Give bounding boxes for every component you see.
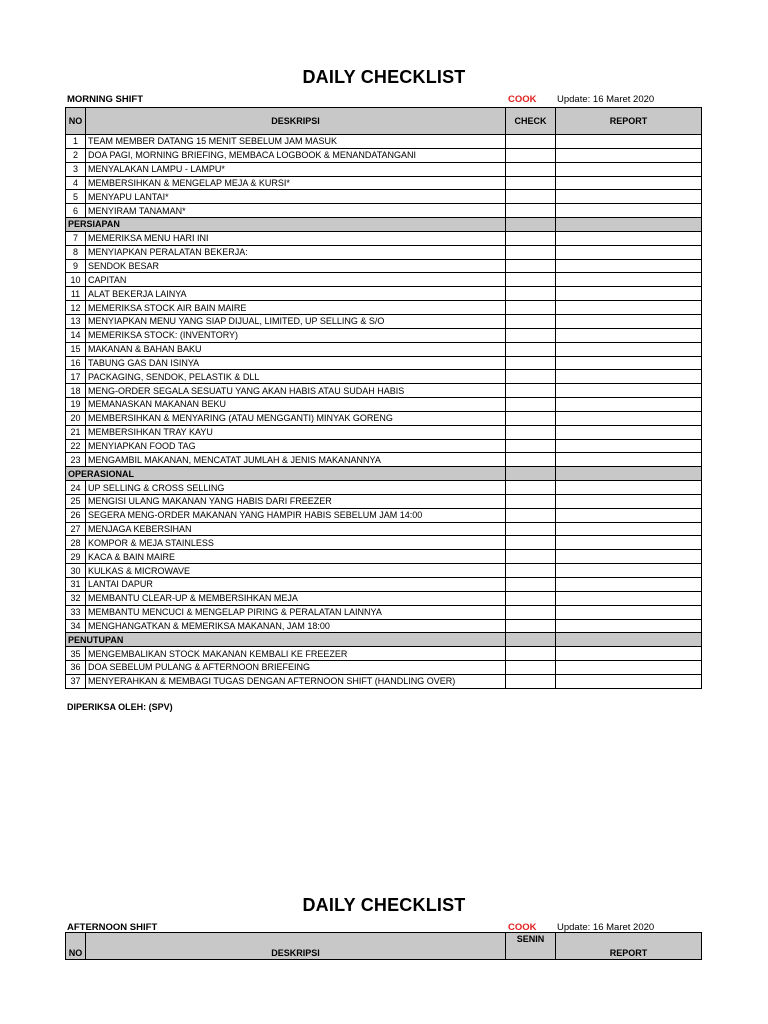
table-row: [66, 273, 702, 287]
table-clip: [65, 932, 701, 958]
item-description: MEMBERSIHKAN & MENYARING (ATAU MENGGANTI) MINYAK GORENG: [86, 411, 506, 425]
section-check-cell: [506, 467, 556, 481]
check-cell[interactable]: [506, 162, 556, 176]
item-number: 4: [66, 176, 86, 190]
check-cell[interactable]: [506, 661, 556, 675]
report-cell[interactable]: [556, 384, 702, 398]
check-cell[interactable]: [506, 619, 556, 633]
table-row: [66, 176, 702, 190]
table-row: [66, 301, 702, 315]
section-title: OPERASIONAL: [66, 467, 506, 481]
check-cell[interactable]: [506, 591, 556, 605]
check-cell[interactable]: [506, 398, 556, 412]
check-cell[interactable]: [506, 522, 556, 536]
item-number: 28: [66, 536, 86, 550]
report-cell[interactable]: [556, 439, 702, 453]
section-check-cell: [506, 218, 556, 232]
check-cell[interactable]: [506, 481, 556, 495]
item-description: MENYIAPKAN FOOD TAG: [86, 439, 506, 453]
table-row: [66, 135, 702, 149]
item-number: 34: [66, 619, 86, 633]
report-cell[interactable]: [556, 301, 702, 315]
item-number: 9: [66, 259, 86, 273]
check-cell[interactable]: [506, 605, 556, 619]
check-cell[interactable]: [506, 135, 556, 149]
item-number: 37: [66, 674, 86, 688]
report-cell[interactable]: [556, 176, 702, 190]
table-row: [66, 661, 702, 675]
header-report: REPORT: [556, 933, 702, 960]
table-row: [66, 259, 702, 273]
report-cell[interactable]: [556, 619, 702, 633]
table-row: [66, 591, 702, 605]
table-row: [66, 550, 702, 564]
item-description: MENGISI ULANG MAKANAN YANG HABIS DARI FREEZER: [86, 494, 506, 508]
role-label: COOK: [508, 94, 537, 105]
table-row: [66, 328, 702, 342]
report-cell[interactable]: [556, 578, 702, 592]
table-row: [66, 245, 702, 259]
report-cell[interactable]: [556, 522, 702, 536]
check-cell[interactable]: [506, 273, 556, 287]
table-row: [66, 411, 702, 425]
item-number: 33: [66, 605, 86, 619]
item-description: MEMBANTU CLEAR-UP & MEMBERSIHKAN MEJA: [86, 591, 506, 605]
report-cell[interactable]: [556, 231, 702, 245]
check-cell[interactable]: [506, 356, 556, 370]
check-cell[interactable]: [506, 245, 556, 259]
item-description: DOA SEBELUM PULANG & AFTERNOON BRIEFEING: [86, 661, 506, 675]
table-row: [66, 287, 702, 301]
report-cell[interactable]: [556, 481, 702, 495]
header-day: SENIN: [506, 933, 556, 960]
item-number: 15: [66, 342, 86, 356]
report-cell[interactable]: [556, 162, 702, 176]
table-row: [66, 384, 702, 398]
item-number: 17: [66, 370, 86, 384]
item-number: 36: [66, 661, 86, 675]
table-row: [66, 190, 702, 204]
report-cell[interactable]: [556, 245, 702, 259]
item-description: MENGAMBIL MAKANAN, MENCATAT JUMLAH & JENIS MAKANANNYA: [86, 453, 506, 467]
sheet-title: DAILY CHECKLIST: [302, 895, 466, 915]
section-row: [66, 633, 702, 647]
item-description: MEMBERSIHKAN TRAY KAYU: [86, 425, 506, 439]
check-cell[interactable]: [506, 342, 556, 356]
check-cell[interactable]: [506, 287, 556, 301]
item-number: 21: [66, 425, 86, 439]
item-description: MENYERAHKAN & MEMBAGI TUGAS DENGAN AFTERNOON SHIFT (HANDLING OVER): [86, 674, 506, 688]
item-number: 22: [66, 439, 86, 453]
item-description: CAPITAN: [86, 273, 506, 287]
item-number: 10: [66, 273, 86, 287]
report-cell[interactable]: [556, 135, 702, 149]
table-row: [66, 647, 702, 661]
section-report-cell: [556, 218, 702, 232]
item-description: MEMBERSIHKAN & MENGELAP MEJA & KURSI*: [86, 176, 506, 190]
header-report: REPORT: [556, 108, 702, 135]
header-description: DESKRIPSI: [86, 108, 506, 135]
report-cell[interactable]: [556, 342, 702, 356]
check-cell[interactable]: [506, 328, 556, 342]
item-description: MEMBANTU MENCUCI & MENGELAP PIRING & PERALATAN LAINNYA: [86, 605, 506, 619]
report-cell[interactable]: [556, 674, 702, 688]
item-description: MEMERIKSA MENU HARI INI: [86, 231, 506, 245]
check-cell[interactable]: [506, 204, 556, 218]
report-cell[interactable]: [556, 190, 702, 204]
check-cell[interactable]: [506, 231, 556, 245]
table-row: [66, 314, 702, 328]
table-row: [66, 536, 702, 550]
check-cell[interactable]: [506, 508, 556, 522]
item-description: MENYIAPKAN PERALATAN BEKERJA:: [86, 245, 506, 259]
check-cell[interactable]: [506, 259, 556, 273]
section-report-cell: [556, 467, 702, 481]
table-row: [66, 508, 702, 522]
table-header-row: [66, 108, 702, 135]
item-number: 25: [66, 494, 86, 508]
report-cell[interactable]: [556, 605, 702, 619]
item-description: KACA & BAIN MAIRE: [86, 550, 506, 564]
item-description: LANTAI DAPUR: [86, 578, 506, 592]
update-date: Update: 16 Maret 2020: [557, 94, 655, 105]
report-cell[interactable]: [556, 494, 702, 508]
check-cell[interactable]: [506, 190, 556, 204]
section-title: PERSIAPAN: [66, 218, 506, 232]
item-number: 18: [66, 384, 86, 398]
report-cell[interactable]: [556, 508, 702, 522]
update-date: Update: 16 Maret 2020: [557, 922, 655, 933]
item-number: 14: [66, 328, 86, 342]
role-label: COOK: [508, 922, 537, 933]
table-row: [66, 578, 702, 592]
report-cell[interactable]: [556, 148, 702, 162]
item-description: MENGEMBALIKAN STOCK MAKANAN KEMBALI KE FREEZER: [86, 647, 506, 661]
item-number: 19: [66, 398, 86, 412]
check-cell[interactable]: [506, 370, 556, 384]
item-description: KULKAS & MICROWAVE: [86, 564, 506, 578]
check-cell[interactable]: [506, 301, 556, 315]
table-row: [66, 494, 702, 508]
check-cell[interactable]: [506, 439, 556, 453]
report-cell[interactable]: [556, 647, 702, 661]
item-description: ALAT BEKERJA LAINYA: [86, 287, 506, 301]
table-row: [66, 605, 702, 619]
report-cell[interactable]: [556, 328, 702, 342]
section-check-cell: [506, 633, 556, 647]
report-cell[interactable]: [556, 536, 702, 550]
table-row: [66, 356, 702, 370]
table-row: [66, 204, 702, 218]
table-row: [66, 453, 702, 467]
report-cell[interactable]: [556, 661, 702, 675]
check-cell[interactable]: [506, 453, 556, 467]
report-cell[interactable]: [556, 425, 702, 439]
check-cell[interactable]: [506, 425, 556, 439]
report-cell[interactable]: [556, 591, 702, 605]
shift-label: AFTERNOON SHIFT: [67, 922, 158, 933]
section-row: [66, 218, 702, 232]
report-cell[interactable]: [556, 370, 702, 384]
section-report-cell: [556, 633, 702, 647]
item-number: 6: [66, 204, 86, 218]
item-number: 26: [66, 508, 86, 522]
report-cell[interactable]: [556, 356, 702, 370]
report-cell[interactable]: [556, 453, 702, 467]
checklist-table: [65, 107, 702, 689]
table-row: [66, 439, 702, 453]
checklist-table: [65, 932, 702, 960]
item-number: 11: [66, 287, 86, 301]
item-number: 23: [66, 453, 86, 467]
table-row: [66, 231, 702, 245]
item-number: 30: [66, 564, 86, 578]
item-description: DOA PAGI, MORNING BRIEFING, MEMBACA LOGBOOK & MENANDATANGANI: [86, 148, 506, 162]
section-row: [66, 467, 702, 481]
check-cell[interactable]: [506, 536, 556, 550]
table-row: [66, 162, 702, 176]
table-row: [66, 481, 702, 495]
item-description: MENYALAKAN LAMPU - LAMPU*: [86, 162, 506, 176]
table-row: [66, 342, 702, 356]
item-number: 12: [66, 301, 86, 315]
report-cell[interactable]: [556, 398, 702, 412]
item-description: SEGERA MENG-ORDER MAKANAN YANG HAMPIR HABIS SEBELUM JAM 14:00: [86, 508, 506, 522]
check-cell[interactable]: [506, 564, 556, 578]
item-number: 20: [66, 411, 86, 425]
item-number: 2: [66, 148, 86, 162]
report-cell[interactable]: [556, 273, 702, 287]
item-description: MENYIAPKAN MENU YANG SIAP DIJUAL, LIMITED, UP SELLING & S/O: [86, 314, 506, 328]
check-cell[interactable]: [506, 494, 556, 508]
header-no: NO: [66, 108, 86, 135]
item-description: TEAM MEMBER DATANG 15 MENIT SEBELUM JAM MASUK: [86, 135, 506, 149]
report-cell[interactable]: [556, 259, 702, 273]
item-number: 35: [66, 647, 86, 661]
item-description: PACKAGING, SENDOK, PELASTIK & DLL: [86, 370, 506, 384]
table-row: [66, 619, 702, 633]
report-cell[interactable]: [556, 411, 702, 425]
check-cell[interactable]: [506, 314, 556, 328]
item-description: MAKANAN & BAHAN BAKU: [86, 342, 506, 356]
sheet-title: DAILY CHECKLIST: [302, 67, 466, 87]
item-number: 32: [66, 591, 86, 605]
item-number: 24: [66, 481, 86, 495]
signoff-label: DIPERIKSA OLEH: (SPV): [67, 702, 173, 712]
item-number: 5: [66, 190, 86, 204]
section-title: PENUTUPAN: [66, 633, 506, 647]
header-no: NO: [66, 933, 86, 960]
report-cell[interactable]: [556, 550, 702, 564]
checklist-body: [66, 135, 702, 689]
report-cell[interactable]: [556, 287, 702, 301]
table-row: [66, 564, 702, 578]
header-check: CHECK: [506, 108, 556, 135]
item-description: SENDOK BESAR: [86, 259, 506, 273]
header-description: DESKRIPSI: [86, 933, 506, 960]
item-description: MENYAPU LANTAI*: [86, 190, 506, 204]
check-cell[interactable]: [506, 578, 556, 592]
item-number: 8: [66, 245, 86, 259]
item-description: MENYIRAM TANAMAN*: [86, 204, 506, 218]
item-number: 1: [66, 135, 86, 149]
table-row: [66, 674, 702, 688]
table-row: [66, 522, 702, 536]
item-number: 16: [66, 356, 86, 370]
table-row: [66, 148, 702, 162]
table-row: [66, 370, 702, 384]
item-description: MEMERIKSA STOCK AIR BAIN MAIRE: [86, 301, 506, 315]
check-cell[interactable]: [506, 411, 556, 425]
report-cell[interactable]: [556, 564, 702, 578]
report-cell[interactable]: [556, 314, 702, 328]
item-description: MENGHANGATKAN & MEMERIKSA MAKANAN, JAM 18:00: [86, 619, 506, 633]
item-number: 31: [66, 578, 86, 592]
report-cell[interactable]: [556, 204, 702, 218]
item-description: KOMPOR & MEJA STAINLESS: [86, 536, 506, 550]
check-cell[interactable]: [506, 674, 556, 688]
check-cell[interactable]: [506, 148, 556, 162]
check-cell[interactable]: [506, 647, 556, 661]
item-description: MENG-ORDER SEGALA SESUATU YANG AKAN HABIS ATAU SUDAH HABIS: [86, 384, 506, 398]
item-number: 7: [66, 231, 86, 245]
item-description: MENJAGA KEBERSIHAN: [86, 522, 506, 536]
item-number: 3: [66, 162, 86, 176]
item-number: 13: [66, 314, 86, 328]
check-cell[interactable]: [506, 384, 556, 398]
item-description: MEMERIKSA STOCK: (INVENTORY): [86, 328, 506, 342]
table-row: [66, 425, 702, 439]
shift-label: MORNING SHIFT: [67, 94, 143, 105]
item-description: UP SELLING & CROSS SELLING: [86, 481, 506, 495]
item-description: TABUNG GAS DAN ISINYA: [86, 356, 506, 370]
item-description: MEMANASKAN MAKANAN BEKU: [86, 398, 506, 412]
table-row: [66, 398, 702, 412]
table-header-row: [66, 933, 702, 960]
item-number: 29: [66, 550, 86, 564]
item-number: 27: [66, 522, 86, 536]
check-cell[interactable]: [506, 176, 556, 190]
check-cell[interactable]: [506, 550, 556, 564]
